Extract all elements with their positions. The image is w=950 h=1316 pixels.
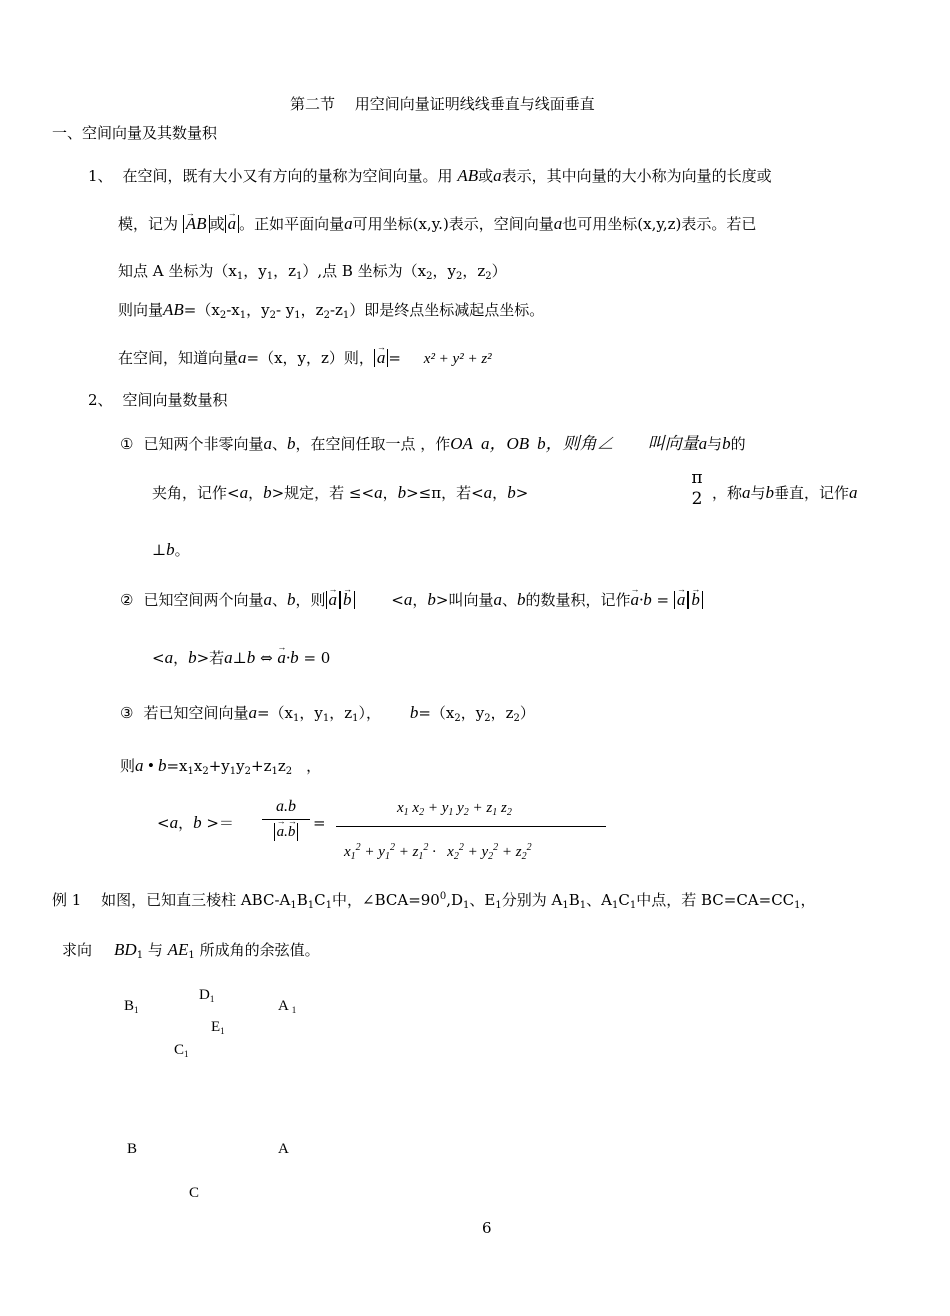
angle-formula-denominator: $x_1^2 + y_1^2 + z_1^2 \cdot x_2^2 + y_2^2 + z_2^2$ (344, 842, 532, 862)
pi-over-2-fraction: π 2 (691, 468, 703, 509)
figure-label-A1: A $_1$ (278, 998, 297, 1015)
item-1-line-3: 知点 A 坐标为（$x_1$，$y_1$，$z_1$）,点 B 坐标为（$x_2$，$y_2$，$z_2$） (118, 262, 507, 282)
page-number: 6 (482, 1219, 492, 1237)
item-2-1-line-2-end: ，称a与b垂直，记作a (712, 483, 858, 502)
figure-label-E1: $E_1$ (211, 1019, 225, 1036)
item-2-3-line-2: 则a • $b=x_1x_2+y_1y_2+z_1z_2$ ， (120, 756, 322, 777)
example-1-line-2: 求向 $BD_1$ 与 $AE_1$ 所成角的余弦值。 (62, 940, 320, 961)
angle-formula-numerator: $x_1$ $x_2 + y_1$ $y_2 + z_1$ $z_2$ (397, 800, 512, 818)
item-1-line-1: 1、 在空间，既有大小又有方向的量称为空间向量。用 AB或a表示，其中向量的大小称为向量的长度或 (88, 166, 772, 185)
figure-label-A: A (278, 1141, 289, 1157)
angle-formula-fraction-1: a.b → a.→ b (262, 797, 310, 841)
example-1-line-1: 例 1 如图，已知直三棱柱 ABC-$A_1B_1C_1$中，$\angle BCA=90^0,D_1$、$E_1$分别为 $A_1B_1$、$A_1C_1$中点，若 $BC=CA=CC_1$， (52, 891, 816, 911)
item-2-heading: 2、 空间向量数量积 (88, 391, 228, 409)
angle-formula-bar (336, 826, 606, 827)
section-heading: 一、空间向量及其数量积 (52, 124, 218, 142)
angle-formula-lhs: <a，b >＝ (157, 813, 234, 832)
figure-label-B1: $B_1$ (124, 998, 139, 1015)
item-1-line-2: 模，记为 → AB 或→ a 。正如平面向量a可用坐标(x,y.)表示，空间向量a也可用坐标(x,y,z)表示。若已 (118, 214, 756, 234)
item-2-1-line-3: ⊥b。 (152, 540, 190, 559)
figure-label-B: B (127, 1141, 138, 1157)
item-2-3-line-1: ③ 若已知空间向量$a=(x_1$，$y_1$，$z_1$）， $b=(x_2$，$y_2$，$z_2$） (120, 703, 535, 724)
figure-label-D1: $D_1$ (199, 987, 215, 1004)
item-2-1-line-1: ① 已知两个非零向量a、b，在空间任取一点 ，作OA a，OB b，则角∠ 叫向量a与b的 (120, 434, 746, 453)
figure-label-C: C (189, 1185, 200, 1201)
item-1-line-4: 则向量$AB=(x_2-x_1$，$y_2-$ $y_1$，$z_2-z_1$）即是终点坐标减起点坐标。 (118, 300, 545, 321)
item-2-2-line-1: ② 已知空间两个向量a、b，则→ a→ b <a，b>叫向量a、b的数量积，记作→ a·b = → a→ b (120, 590, 703, 610)
item-2-1-line-2: 夹角，记作<a，b>规定，若 ≤<a，b>≤π，若<a，b> (152, 483, 529, 502)
figure-label-C1: $C_1$ (174, 1042, 189, 1059)
item-2-2-line-2: <a，b>若a⊥b ⇔ → a·b = 0 (152, 648, 330, 668)
item-1-line-5: 在空间，知道向量a=（x，y，z）则，→ a = x² + y² + z² (118, 348, 492, 369)
page-title: 第二节 用空间向量证明线线垂直与线面垂直 (290, 95, 595, 113)
